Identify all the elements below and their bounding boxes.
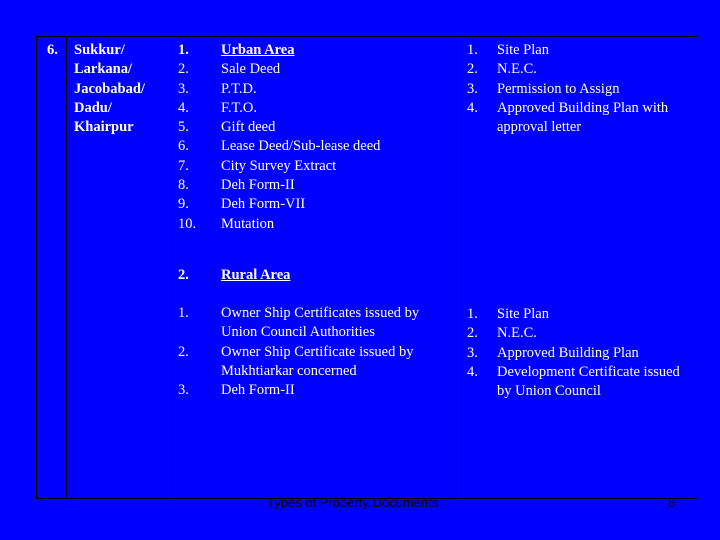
rural-document: 1. Owner Ship Certificates issued by Union Council Authorities (178, 305, 420, 341)
district-list (74, 41, 145, 137)
urban-item-number: 4. (178, 99, 189, 116)
rural-document-list (178, 304, 456, 400)
urban-item-number: 10. (178, 215, 197, 232)
rural-requirement: 1. Site Plan (467, 306, 549, 322)
urban-document: Deh Form-II (221, 177, 295, 194)
urban-heading: Urban Area (221, 42, 295, 58)
urban-item-number: 8. (178, 177, 189, 194)
urban-document: Sale Deed (221, 61, 281, 78)
urban-requirement: 3. Permission to Assign (467, 80, 620, 97)
urban-document-list (221, 41, 380, 234)
urban-document: F.T.O. (221, 99, 258, 116)
urban-item-numbers (178, 41, 196, 234)
row-number: 6. (47, 42, 58, 58)
table-left-border (36, 36, 37, 498)
urban-item-number: 6. (178, 138, 189, 155)
urban-document: Lease Deed/Sub-lease deed (221, 138, 381, 155)
urban-document: P.T.D. (221, 80, 257, 97)
urban-requirements (467, 41, 692, 137)
urban-item-number: 7. (178, 157, 189, 174)
district-name: Larkana/ (74, 61, 133, 78)
rural-requirement: 4. Development Certificate issued by Union Council (467, 363, 680, 400)
urban-document: Mutation (221, 215, 275, 232)
urban-document: Gift deed (221, 119, 276, 136)
district-name: Sukkur/ (74, 42, 125, 58)
rural-requirement: 3. Approved Building Plan (467, 344, 639, 361)
urban-item-number: 3. (178, 80, 189, 97)
rural-heading: Rural Area (221, 267, 291, 283)
rural-document: 3. Deh Form-II (178, 382, 295, 399)
district-name: Jacobabad/ (74, 80, 145, 97)
column-divider-1 (66, 36, 67, 498)
urban-item-number: 2. (178, 61, 189, 78)
table-right-border (697, 36, 698, 498)
column-divider-3 (461, 36, 462, 498)
urban-item-number: 9. (178, 196, 189, 213)
urban-requirement: 1. Site Plan (467, 42, 549, 58)
documents-table (36, 36, 697, 498)
urban-document: Deh Form-VII (221, 196, 306, 213)
rural-requirements (467, 305, 692, 401)
table-top-border (36, 36, 697, 37)
rural-document: 2. Owner Ship Certificate issued by Mukhtiarkar concerned (178, 343, 414, 379)
rural-heading-number: 2. (178, 267, 189, 283)
urban-document: City Survey Extract (221, 157, 337, 174)
district-name: Khairpur (74, 119, 134, 136)
urban-requirement: 4. Approved Building Plan with approval letter (467, 99, 669, 136)
rural-requirement: 2. N.E.C. (467, 325, 537, 342)
column-divider-2 (171, 36, 172, 498)
urban-item-number: 5. (178, 119, 189, 136)
page-number: 8 (668, 495, 676, 510)
footer-title: Types of Property Documents (267, 495, 439, 510)
district-name: Dadu/ (74, 99, 112, 116)
urban-heading-number: 1. (178, 42, 189, 58)
urban-requirement: 2. N.E.C. (467, 61, 537, 78)
